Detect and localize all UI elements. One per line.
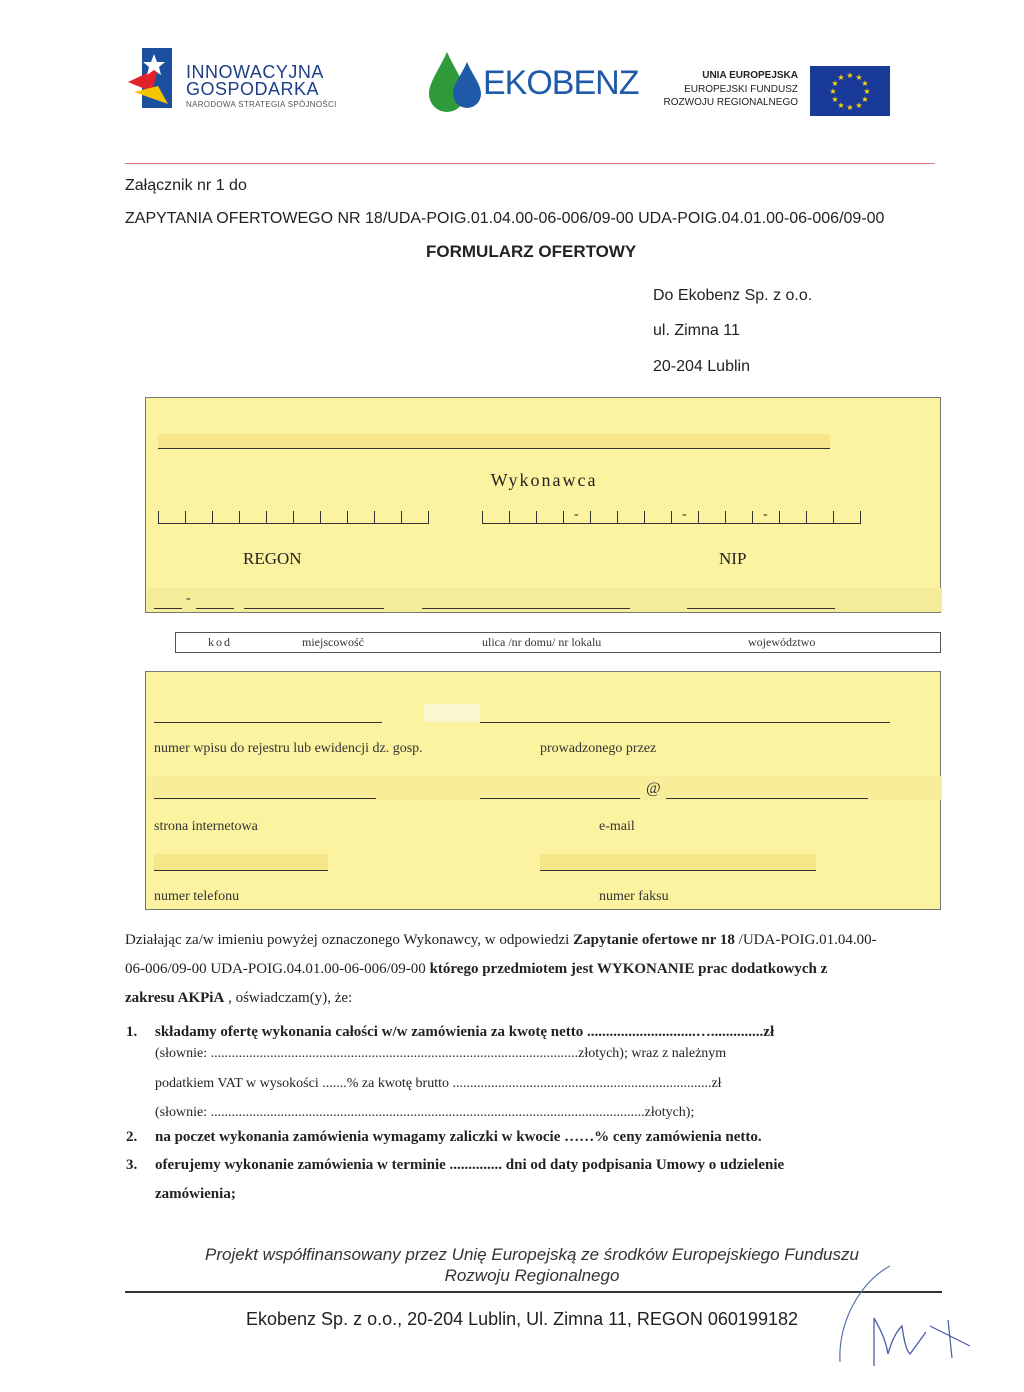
statement-part4: 06-006/09-00 UDA-POIG.04.01.00-06-006/09-00 [125, 961, 430, 977]
ekobenz-wordmark: EKOBENZ [483, 64, 639, 102]
kept-by-field[interactable] [480, 722, 890, 723]
voivodeship-field[interactable] [687, 608, 835, 609]
svg-text:★: ★ [846, 71, 854, 80]
item2-number: 2. [126, 1129, 138, 1145]
city-field[interactable] [244, 608, 384, 609]
fax-label: numer faksu [599, 889, 669, 904]
label-wojewodztwo: województwo [748, 635, 816, 649]
logo-ekobenz [425, 48, 639, 118]
item3-line2: zamówienia; [155, 1186, 236, 1202]
ig-emblem-icon [128, 48, 178, 110]
phone-label: numer telefonu [154, 889, 240, 904]
svg-text:★: ★ [861, 95, 869, 104]
fax-field[interactable] [540, 870, 816, 871]
label-kod: kod [208, 635, 232, 649]
label-miejscowosc: miejscowość [302, 635, 364, 649]
svg-text:★: ★ [831, 95, 839, 104]
ekobenz-drops-icon [425, 48, 485, 114]
item1-line3: podatkiem VAT w wysokości .......% za kwotę brutto ..........................................................................zł [155, 1076, 722, 1091]
postal-code-part1[interactable] [154, 608, 182, 609]
statement-subject: którego przedmiotem jest WYKONANIE prac dodatkowych z [429, 961, 828, 977]
fax-highlight [540, 854, 816, 870]
kept-by-label: prowadzonego przez [540, 741, 657, 756]
svg-text:★: ★ [855, 73, 863, 82]
statement-scope: zakresu AKPiA [125, 990, 225, 1006]
details-box [145, 671, 941, 910]
nip-separator: - [574, 507, 579, 522]
statement-part1: Działając za/w imieniu powyżej oznaczonego Wykonawcy, w odpowiedzi [125, 932, 574, 948]
svg-text:★: ★ [863, 87, 871, 96]
email-label: e-mail [599, 819, 635, 834]
contractor-box [145, 397, 941, 613]
project-line2: Rozwoju Regionalnego [444, 1266, 620, 1285]
nip-field[interactable] [482, 507, 861, 524]
postal-dash: - [186, 591, 191, 606]
nip-separator: - [682, 507, 687, 522]
contractor-name-highlight [158, 434, 830, 448]
statement-part3: /UDA-POIG.01.04.00- [734, 932, 877, 948]
contact-highlight-row [146, 776, 942, 800]
addressee-line2: ul. Zimna 11 [653, 322, 740, 339]
website-field[interactable] [154, 798, 376, 799]
addressee-line3: 20-204 Lublin [653, 358, 750, 375]
ig-line2: GOSPODARKA [186, 79, 320, 99]
footer-company: Ekobenz Sp. z o.o., 20-204 Lublin, Ul. Zimna 11, REGON 060199182 [246, 1309, 798, 1329]
inquiry-number: ZAPYTANIA OFERTOWEGO NR 18/UDA-POIG.01.04.00-06-006/09-00 UDA-POIG.04.01.00-06-006/09-00 [125, 210, 885, 227]
nip-label: NIP [719, 549, 747, 568]
regon-field[interactable] [158, 511, 429, 524]
contractor-name-field[interactable] [158, 448, 830, 449]
ig-line3: NARODOWA STRATEGIA SPÓJNOŚCI [186, 100, 337, 109]
phone-field[interactable] [154, 870, 328, 871]
ue-line3: ROZWOJU REGIONALNEGO [663, 97, 798, 108]
phone-highlight [154, 854, 328, 870]
ue-line2: EUROPEJSKI FUNDUSZ [684, 84, 798, 95]
postal-code-part2[interactable] [196, 608, 234, 609]
ue-line1: UNIA EUROPEJSKA [702, 70, 798, 81]
registry-gap-highlight [424, 704, 480, 722]
statement-inquiry-ref: Zapytanie ofertowe nr 18 [573, 932, 735, 948]
footer-divider [125, 1291, 942, 1293]
statement-paragraph [125, 926, 937, 1013]
form-title: FORMULARZ OFERTOWY [426, 242, 637, 261]
item1-line1: składamy ofertę wykonania całości w/w zamówienia za kwotę netto .............................…..............zł [155, 1024, 775, 1040]
regon-label: REGON [243, 549, 302, 568]
email-field-right[interactable] [666, 798, 868, 799]
registry-number-field[interactable] [154, 722, 382, 723]
svg-text:★: ★ [855, 101, 863, 110]
statement-declare: , oświadczam(y), że: [224, 990, 353, 1006]
label-ulica: ulica /nr domu/ nr lokalu [482, 635, 602, 649]
attachment-label: Załącznik nr 1 do [125, 177, 247, 194]
signature-icon [830, 1262, 980, 1372]
item2-line1: na poczet wykonania zamówienia wymagamy zaliczki w kwocie ……% ceny zamówienia netto. [155, 1129, 762, 1145]
svg-text:★: ★ [837, 101, 845, 110]
project-line1: Projekt współfinansowany przez Unię Europejską ze środków Europejskiego Funduszu [205, 1245, 859, 1264]
item3-line1: oferujemy wykonanie zamówienia w terminie .............. dni od daty podpisania Umowy o udzielenie [155, 1157, 785, 1173]
svg-text:★: ★ [837, 73, 845, 82]
logo-unia-europejska [650, 64, 890, 120]
registry-label: numer wpisu do rejestru lub ewidencji dz. gosp. [154, 741, 423, 756]
eu-flag-icon [810, 66, 890, 116]
street-field[interactable] [422, 608, 630, 609]
svg-text:★: ★ [846, 103, 854, 112]
svg-text:★: ★ [829, 87, 837, 96]
addressee-line1: Do Ekobenz Sp. z o.o. [653, 287, 813, 304]
email-field-left[interactable] [480, 798, 640, 799]
at-sign: @ [646, 780, 661, 797]
address-labels-row [175, 632, 941, 653]
nip-separator: - [763, 507, 768, 522]
contractor-title: Wykonawca [490, 470, 598, 490]
item3-number: 3. [126, 1157, 138, 1173]
svg-text:★: ★ [831, 79, 839, 88]
item1-line4: (słownie: ............................................................................................................................złotych); [155, 1105, 695, 1120]
logo-innowacyjna-gospodarka [128, 46, 358, 116]
website-label: strona internetowa [154, 819, 258, 834]
item1-line2: (słownie: .........................................................................................................złotych); wraz z należnym [155, 1046, 727, 1061]
ig-line1: INNOWACYJNA [186, 62, 324, 82]
header-divider [125, 163, 935, 164]
svg-text:★: ★ [861, 79, 869, 88]
item1-number: 1. [126, 1024, 138, 1040]
